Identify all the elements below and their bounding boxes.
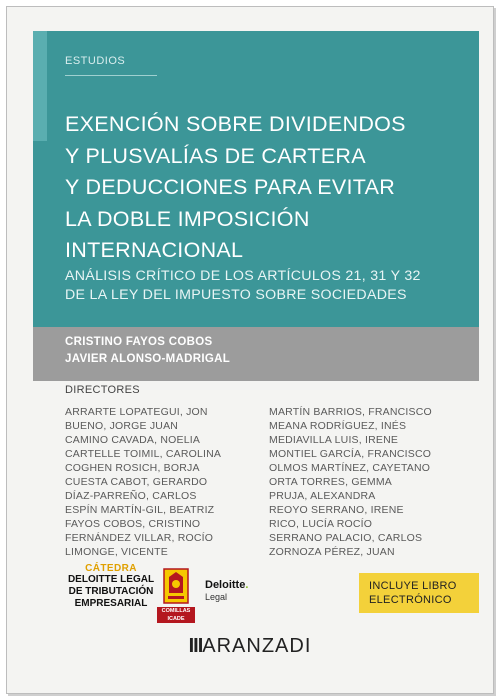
author-item: COGHEN ROSICH, BORJA	[65, 462, 200, 474]
catedra-label: CÁTEDRA	[85, 563, 137, 574]
directors-role: DIRECTORES	[65, 384, 140, 396]
book-cover	[6, 6, 494, 694]
author-item: CUESTA CABOT, GERARDO	[65, 476, 208, 488]
authors-list-right	[269, 405, 432, 559]
author-item: FERNÁNDEZ VILLAR, ROCÍO	[65, 532, 214, 544]
ebook-badge-line: INCLUYE LIBRO	[369, 580, 457, 592]
author-item: DÍAZ-PARREÑO, CARLOS	[65, 490, 197, 502]
author-item: FAYOS COBOS, CRISTINO	[65, 518, 201, 530]
author-item: MARTÍN BARRIOS, FRANCISCO	[269, 406, 432, 418]
author-item: ARRARTE LOPATEGUI, JON	[65, 406, 208, 418]
author-item: SERRANO PALACIO, CARLOS	[269, 532, 423, 544]
catedra-name-line: DE TRIBUTACIÓN	[68, 586, 154, 597]
author-item: PRUJA, ALEXANDRA	[269, 490, 376, 502]
series-bracket	[33, 31, 47, 141]
author-item: ZORNOZA PÉREZ, JUAN	[269, 546, 395, 558]
author-item: LIMONGE, VICENTE	[65, 546, 168, 558]
title-line: Y PLUSVALÍAS DE CARTERA	[65, 143, 366, 168]
subtitle-line: DE LA LEY DEL IMPUESTO SOBRE SOCIEDADES	[65, 287, 407, 303]
aranzadi-bars-icon: III	[188, 635, 203, 657]
book-subtitle	[65, 267, 470, 305]
ebook-badge-line: ELECTRÓNICO	[369, 594, 452, 606]
ebook-badge	[359, 573, 479, 613]
authors-list-left	[65, 405, 221, 559]
catedra-name-line: EMPRESARIAL	[74, 598, 148, 609]
author-item: BUENO, JORGE JUAN	[65, 420, 179, 432]
comillas-seal-icon	[161, 567, 191, 611]
publisher-name: ARANZADI	[202, 635, 312, 657]
comillas-label: COMILLAS ICADE	[157, 607, 195, 623]
author-item: ESPÍN MARTÍN-GIL, BEATRIZ	[65, 504, 215, 516]
book-title	[65, 109, 465, 267]
catedra-logo	[61, 563, 161, 610]
author-item: RICO, LUCÍA ROCÍO	[269, 518, 373, 530]
catedra-name-line: DELOITTE LEGAL	[67, 574, 155, 585]
title-line: INTERNACIONAL	[65, 238, 244, 262]
title-line: Y DEDUCCIONES PARA EVITAR	[65, 175, 396, 199]
director-name: CRISTINO FAYOS COBOS	[65, 336, 213, 348]
author-item: MEDIAVILLA LUIS, IRENE	[269, 434, 399, 446]
subtitle-line: ANÁLISIS CRÍTICO DE LOS ARTÍCULOS 21, 31 Y 32	[65, 268, 421, 284]
author-item: OLMOS MARTÍNEZ, CAYETANO	[269, 462, 431, 474]
author-item: MONTIEL GARCÍA, FRANCISCO	[269, 448, 432, 460]
series-label: ESTUDIOS	[65, 55, 126, 67]
deloitte-logo: Deloitte.	[205, 579, 249, 591]
series-underline	[65, 75, 157, 76]
director-name: JAVIER ALONSO-MADRIGAL	[65, 353, 231, 365]
author-item: CAMINO CAVADA, NOELIA	[65, 434, 201, 446]
author-item: ORTA TORRES, GEMMA	[269, 476, 393, 488]
title-line: LA DOBLE IMPOSICIÓN	[65, 206, 310, 231]
author-item: REOYO SERRANO, IRENE	[269, 504, 404, 516]
title-line: EXENCIÓN SOBRE DIVIDENDOS	[65, 112, 406, 136]
deloitte-legal-label: Legal	[205, 592, 228, 602]
author-item: CARTELLE TOIMIL, CAROLINA	[65, 448, 222, 460]
author-item: MEANA RODRÍGUEZ, INÉS	[269, 420, 407, 432]
publisher-logo	[7, 635, 493, 658]
